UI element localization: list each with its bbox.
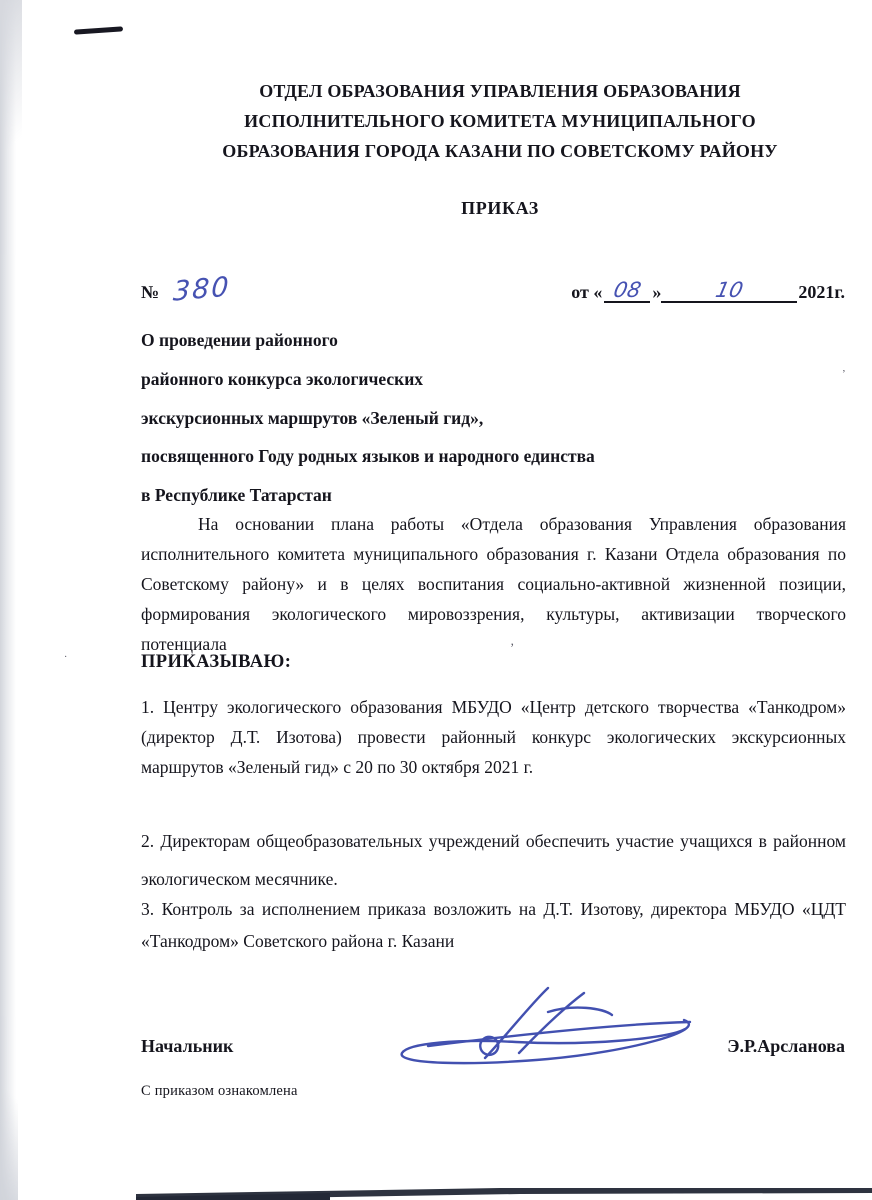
acknowledgement-note: С приказом ознакомлена bbox=[141, 1083, 298, 1099]
scan-speck: · bbox=[64, 652, 68, 663]
org-header-line: ИСПОЛНИТЕЛЬНОГО КОМИТЕТА МУНИЦИПАЛЬНОГО bbox=[244, 111, 756, 131]
subject-line: посвященного Году родных языков и народного единства bbox=[141, 446, 595, 467]
org-header bbox=[150, 76, 850, 166]
order-subject bbox=[141, 321, 761, 515]
handwritten-month: 10 bbox=[713, 278, 746, 302]
org-header-line: ОТДЕЛ ОБРАЗОВАНИЯ УПРАВЛЕНИЯ ОБРАЗОВАНИЯ bbox=[259, 81, 741, 101]
order-item-1: 1. Центру экологического образования МБУДО «Центр детского творчества «Танкодром» (директор Д.Т. Изотова) провести районный конкурс экологических экскурсионных маршрутов «Зеленый гид» с 20 по 30 октября 2021 г. bbox=[141, 697, 846, 777]
handwritten-order-number: 380 bbox=[172, 271, 232, 308]
date-year: 2021г. bbox=[798, 282, 845, 302]
scan-speck: ’ bbox=[510, 640, 515, 655]
scan-edge-artifact bbox=[0, 0, 16, 1200]
signatory-name: Э.Р.Арсланова bbox=[727, 1036, 845, 1056]
order-item-2: 2. Директорам общеобразовательных учреждений обеспечить участие учащихся в районном экологическом месячнике. bbox=[141, 831, 846, 889]
order-heading: ПРИКАЗЫВАЮ: bbox=[141, 652, 292, 672]
order-number bbox=[141, 271, 232, 308]
subject-line: экскурсионных маршрутов «Зеленый гид», bbox=[141, 407, 484, 428]
preamble-paragraph: На основании плана работы «Отдела образования Управления образования исполнительного комитета муниципального образования г. Казани Отдела образования по Советскому району» и в целях воспитания социально-активной жизненной позиции, формирования экологического мировоззрения, культуры, активизации творческого потенциала bbox=[141, 514, 846, 654]
number-label: № bbox=[141, 282, 160, 302]
scan-speck: ’ bbox=[842, 368, 846, 380]
corner-dash-mark bbox=[74, 26, 123, 34]
number-date-row bbox=[141, 271, 845, 308]
date-day-blank bbox=[604, 279, 650, 303]
signature-row bbox=[141, 1036, 845, 1057]
order-date bbox=[571, 279, 845, 303]
doc-type-title: ПРИКАЗ bbox=[461, 198, 539, 218]
date-prefix: от « bbox=[571, 282, 603, 302]
handwritten-day: 08 bbox=[611, 278, 644, 302]
order-item-3: 3. Контроль за исполнением приказа возложить на Д.Т. Изотову, директора МБУДО «ЦДТ «Танкодром» Советского района г. Казани bbox=[141, 899, 846, 951]
date-close-quote: » bbox=[652, 282, 662, 302]
subject-line: в Республике Татарстан bbox=[141, 485, 332, 506]
org-header-line: ОБРАЗОВАНИЯ ГОРОДА КАЗАНИ ПО СОВЕТСКОМУ РАЙОНУ bbox=[222, 141, 778, 161]
signatory-position: Начальник bbox=[141, 1036, 234, 1056]
subject-line: О проведении районного bbox=[141, 330, 338, 350]
date-month-blank bbox=[661, 279, 797, 303]
subject-line: районного конкурса экологических bbox=[141, 368, 424, 389]
